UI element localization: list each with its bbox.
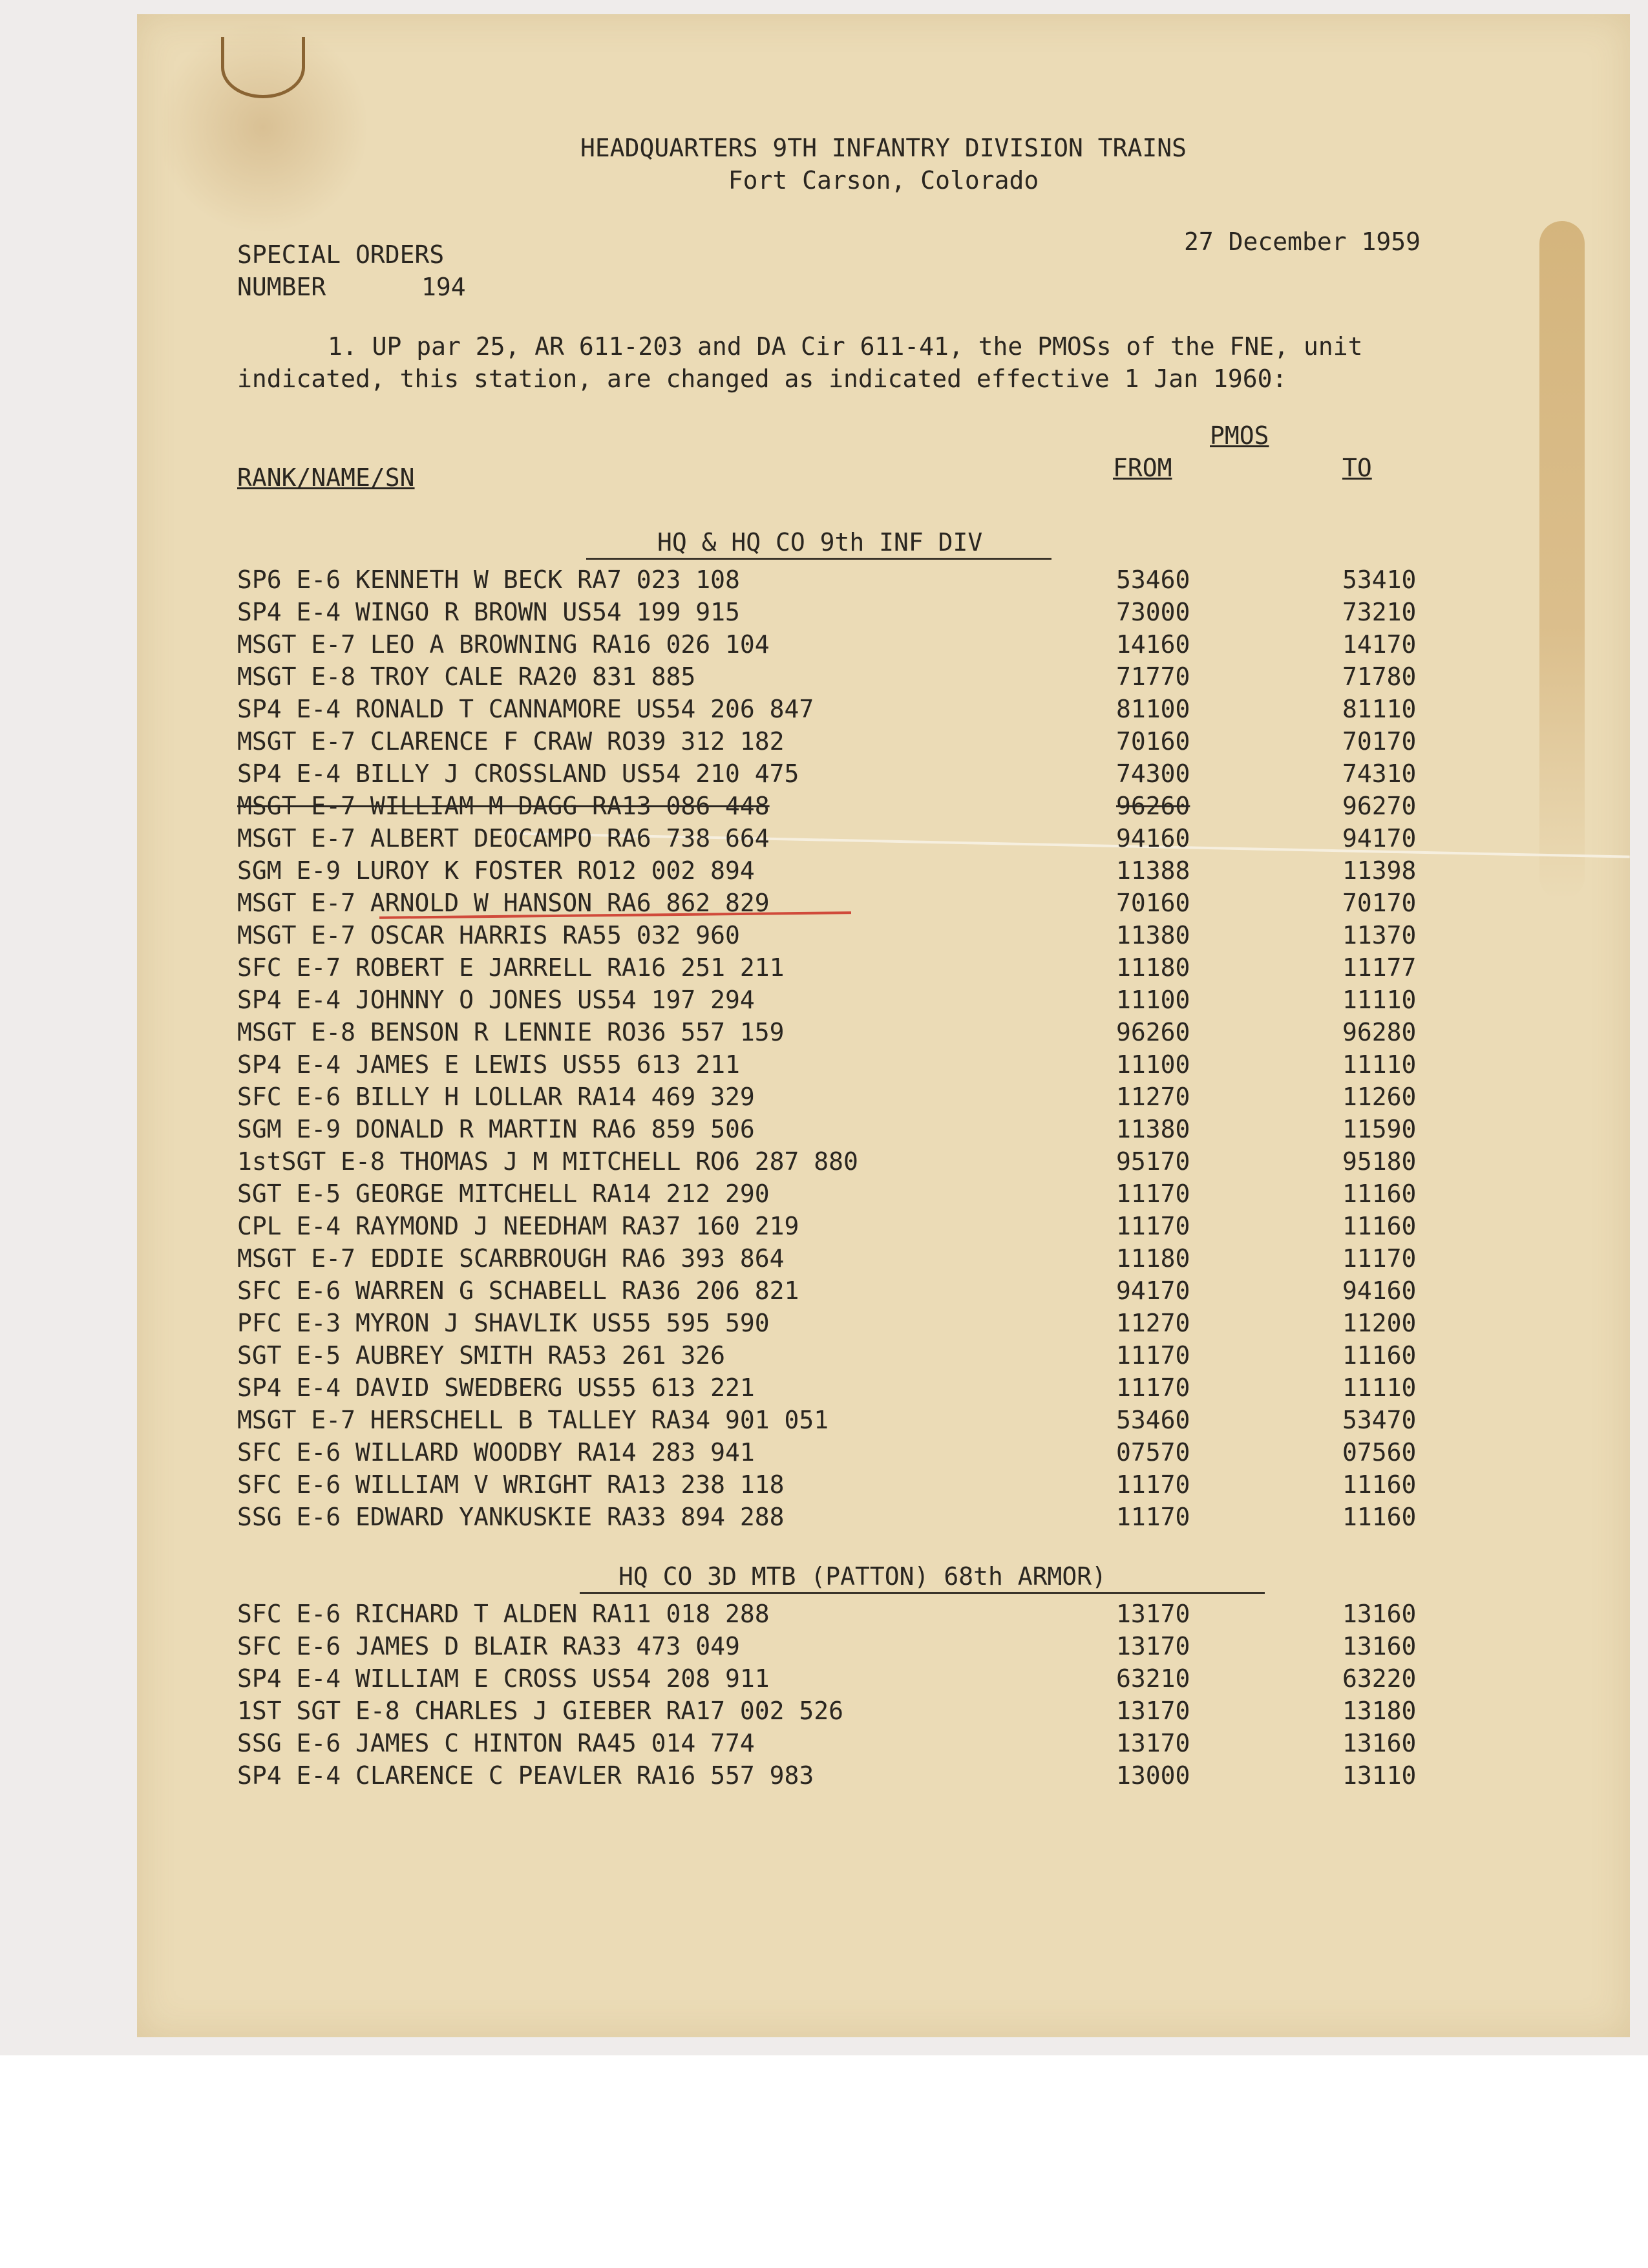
pmos-from-value: 71770 [1116,662,1190,691]
pmos-to-value: 11170 [1342,1244,1417,1273]
document-page [137,14,1630,2037]
pmos-to-value: 11110 [1342,986,1417,1014]
personnel-name: SP4 E-4 JAMES E LEWIS US55 613 211 [237,1050,740,1079]
pmos-to-value: 14170 [1342,630,1417,659]
pmos-from-value: 11170 [1116,1212,1190,1240]
pmos-from-value: 11170 [1116,1503,1190,1531]
pmos-to-value: 94160 [1342,1277,1417,1305]
pmos-to-value: 07560 [1342,1438,1417,1467]
pmos-to-value: 11590 [1342,1115,1417,1143]
pmos-to-value: 81110 [1342,695,1417,723]
personnel-name: SFC E-6 BILLY H LOLLAR RA14 469 329 [237,1083,755,1111]
pmos-from-value: 70160 [1116,727,1190,756]
pmos-from-value: 96260 [1116,1018,1190,1046]
personnel-name: MSGT E-7 HERSCHELL B TALLEY RA34 901 051 [237,1406,829,1434]
pmos-from-value: 11170 [1116,1180,1190,1208]
pmos-from-value: 11380 [1116,1115,1190,1143]
personnel-name: SGT E-5 GEORGE MITCHELL RA14 212 290 [237,1180,770,1208]
pmos-to-value: 13110 [1342,1761,1417,1790]
paragraph-line-2: indicated, this station, are changed as indicated effective 1 Jan 1960: [237,365,1287,393]
pmos-from-value: 81100 [1116,695,1190,723]
personnel-name: 1ST SGT E-8 CHARLES J GIEBER RA17 002 526 [237,1697,843,1725]
pmos-from-value: 53460 [1116,566,1190,594]
pmos-from-value: 73000 [1116,598,1190,626]
pmos-to-value: 63220 [1342,1664,1417,1693]
personnel-name: SP6 E-6 KENNETH W BECK RA7 023 108 [237,566,740,594]
pmos-to-value: 11160 [1342,1180,1417,1208]
personnel-name: SFC E-6 WARREN G SCHABELL RA36 206 821 [237,1277,799,1305]
pmos-to-value: 11398 [1342,856,1417,885]
header-line-1: HEADQUARTERS 9TH INFANTRY DIVISION TRAINS [580,134,1187,162]
paragraph-line-1: 1. UP par 25, AR 611-203 and DA Cir 611-41, the PMOSs of the FNE, unit [328,332,1363,361]
pmos-to-value: 13160 [1342,1600,1417,1628]
pmos-from-value: 11270 [1116,1083,1190,1111]
pmos-from-value: 13170 [1116,1729,1190,1757]
pmos-from-value: 74300 [1116,759,1190,788]
pmos-to-value: 11160 [1342,1341,1417,1370]
pmos-from-value: 13170 [1116,1600,1190,1628]
order-date: 27 December 1959 [1184,228,1421,256]
personnel-name: SGM E-9 DONALD R MARTIN RA6 859 506 [237,1115,755,1143]
pmos-to-value: 53410 [1342,566,1417,594]
personnel-name: MSGT E-7 OSCAR HARRIS RA55 032 960 [237,921,740,949]
pmos-from-value: 13170 [1116,1697,1190,1725]
from-header: FROM [1113,454,1172,482]
personnel-name: SFC E-6 JAMES D BLAIR RA33 473 049 [237,1632,740,1660]
section-underline [580,1592,1265,1594]
tape-stain [1539,221,1585,900]
personnel-name: MSGT E-7 CLARENCE F CRAW RO39 312 182 [237,727,785,756]
pmos-to-value: 11200 [1342,1309,1417,1337]
section-title: HQ & HQ CO 9th INF DIV [657,528,983,556]
rank-name-sn-header: RANK/NAME/SN [237,463,415,492]
pmos-from-value: 95170 [1116,1147,1190,1176]
pmos-header: PMOS [1210,421,1269,450]
pmos-from-value: 07570 [1116,1438,1190,1467]
personnel-name: MSGT E-7 EDDIE SCARBROUGH RA6 393 864 [237,1244,785,1273]
personnel-name: SP4 E-4 DAVID SWEDBERG US55 613 221 [237,1373,755,1402]
number-label: NUMBER [237,273,326,301]
pmos-from-value: 94160 [1116,824,1190,853]
pencil-mark [221,37,305,98]
pmos-from-value: 11170 [1116,1470,1190,1499]
order-number: 194 [421,273,466,301]
pmos-to-value: 11260 [1342,1083,1417,1111]
special-orders-label: SPECIAL ORDERS [237,240,445,269]
pmos-from-value: 53460 [1116,1406,1190,1434]
personnel-name: CPL E-4 RAYMOND J NEEDHAM RA37 160 219 [237,1212,799,1240]
pmos-to-value: 11160 [1342,1503,1417,1531]
pmos-to-value: 11160 [1342,1470,1417,1499]
pmos-to-value: 11177 [1342,953,1417,982]
personnel-name: MSGT E-7 LEO A BROWNING RA16 026 104 [237,630,770,659]
personnel-name: SSG E-6 JAMES C HINTON RA45 014 774 [237,1729,755,1757]
pmos-to-value: 70170 [1342,889,1417,917]
personnel-name: SGT E-5 AUBREY SMITH RA53 261 326 [237,1341,725,1370]
personnel-name: SGM E-9 LUROY K FOSTER RO12 002 894 [237,856,755,885]
personnel-name: SFC E-7 ROBERT E JARRELL RA16 251 211 [237,953,785,982]
pmos-to-value: 74310 [1342,759,1417,788]
pmos-from-value: 94170 [1116,1277,1190,1305]
pmos-from-value: 13000 [1116,1761,1190,1790]
pmos-from-value: 63210 [1116,1664,1190,1693]
pmos-to-value: 13160 [1342,1729,1417,1757]
pmos-to-value: 11110 [1342,1050,1417,1079]
header-line-2: Fort Carson, Colorado [728,166,1039,195]
personnel-name: PFC E-3 MYRON J SHAVLIK US55 595 590 [237,1309,770,1337]
pmos-to-value: 11160 [1342,1212,1417,1240]
pmos-to-value: 53470 [1342,1406,1417,1434]
personnel-name: MSGT E-8 TROY CALE RA20 831 885 [237,662,696,691]
pmos-from-value: 11270 [1116,1309,1190,1337]
section-underline [586,558,1051,560]
pmos-from-value: 11100 [1116,986,1190,1014]
pmos-from-value: 11180 [1116,1244,1190,1273]
pmos-to-value: 13160 [1342,1632,1417,1660]
personnel-name: SP4 E-4 WINGO R BROWN US54 199 915 [237,598,740,626]
pmos-from-value: 11388 [1116,856,1190,885]
to-header: TO [1342,454,1372,482]
personnel-name: SP4 E-4 WILLIAM E CROSS US54 208 911 [237,1664,770,1693]
pmos-to-value: 96270 [1342,792,1417,820]
pmos-to-value: 71780 [1342,662,1417,691]
personnel-name: SFC E-6 WILLIAM V WRIGHT RA13 238 118 [237,1470,785,1499]
pmos-from-value: 96260 [1116,792,1190,820]
pmos-to-value: 13180 [1342,1697,1417,1725]
pmos-from-value: 14160 [1116,630,1190,659]
pmos-from-value: 70160 [1116,889,1190,917]
pmos-to-value: 11110 [1342,1373,1417,1402]
pmos-from-value: 11100 [1116,1050,1190,1079]
pmos-from-value: 11170 [1116,1373,1190,1402]
personnel-name: SFC E-6 RICHARD T ALDEN RA11 018 288 [237,1600,770,1628]
personnel-name: SP4 E-4 BILLY J CROSSLAND US54 210 475 [237,759,799,788]
personnel-name: MSGT E-7 ARNOLD W HANSON RA6 862 829 [237,889,770,917]
pmos-to-value: 95180 [1342,1147,1417,1176]
pmos-from-value: 13170 [1116,1632,1190,1660]
personnel-name: MSGT E-7 ALBERT DEOCAMPO RA6 738 664 [237,824,770,853]
pmos-from-value: 11180 [1116,953,1190,982]
pmos-to-value: 73210 [1342,598,1417,626]
section-title: HQ CO 3D MTB (PATTON) 68th ARMOR) [618,1562,1106,1591]
pmos-from-value: 11170 [1116,1341,1190,1370]
personnel-name: 1stSGT E-8 THOMAS J M MITCHELL RO6 287 880 [237,1147,858,1176]
pmos-to-value: 11370 [1342,921,1417,949]
pmos-from-value: 11380 [1116,921,1190,949]
personnel-name: SP4 E-4 CLARENCE C PEAVLER RA16 557 983 [237,1761,814,1790]
personnel-name: SP4 E-4 JOHNNY O JONES US54 197 294 [237,986,755,1014]
personnel-name: MSGT E-7 WILLIAM M DAGG RA13 086 448 [237,792,770,820]
personnel-name: SFC E-6 WILLARD WOODBY RA14 283 941 [237,1438,755,1467]
pmos-to-value: 94170 [1342,824,1417,853]
pmos-to-value: 70170 [1342,727,1417,756]
personnel-name: SSG E-6 EDWARD YANKUSKIE RA33 894 288 [237,1503,785,1531]
personnel-name: MSGT E-8 BENSON R LENNIE RO36 557 159 [237,1018,785,1046]
personnel-name: SP4 E-4 RONALD T CANNAMORE US54 206 847 [237,695,814,723]
pmos-to-value: 96280 [1342,1018,1417,1046]
